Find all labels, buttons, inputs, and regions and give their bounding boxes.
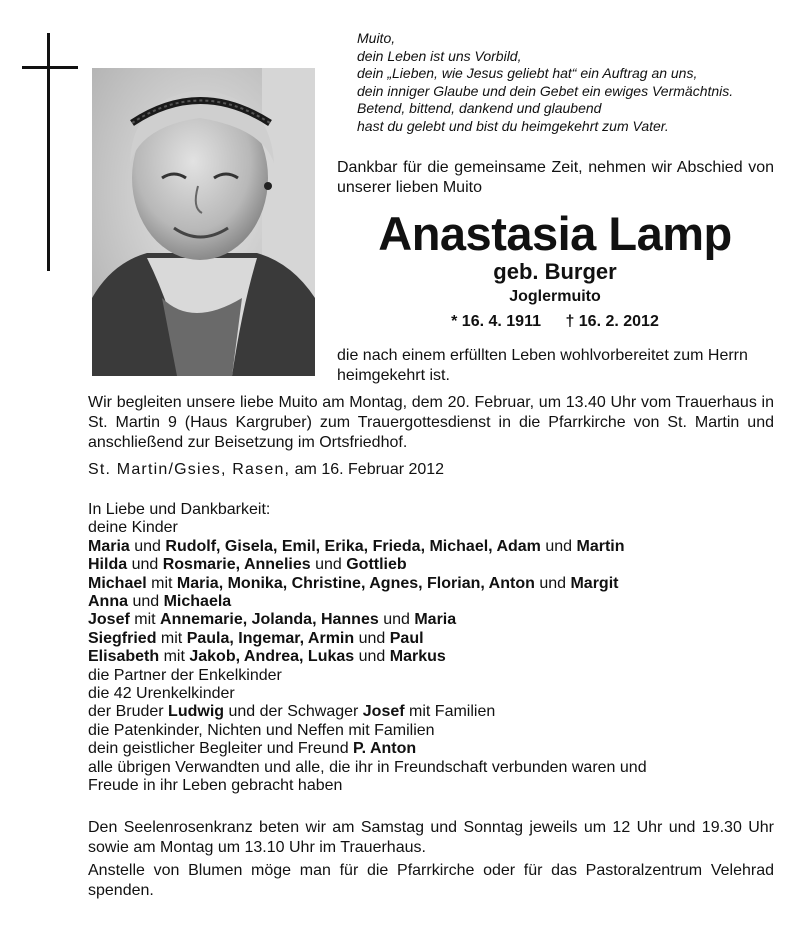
family-intro: In Liebe und Dankbarkeit: — [88, 501, 271, 518]
family-line: Freude in ihr Leben gebracht haben — [88, 777, 343, 795]
family-line: alle übrigen Verwandten und alle, die ihr in Freundschaft verbunden waren und — [88, 758, 647, 776]
poem-line: dein Leben ist uns Vorbild, — [357, 47, 522, 64]
place-date — [88, 460, 774, 480]
portrait-photo — [92, 68, 315, 376]
date: am 16. Februar 2012 — [294, 461, 445, 478]
poem-line: hast du gelebt und bist du heimgekehrt zum Vater. — [357, 117, 669, 134]
deceased-name: Anastasia Lamp — [378, 207, 732, 260]
family-line: Elisabeth mit Jakob, Andrea, Lukas und Markus — [88, 648, 446, 666]
maiden-name: geb. Burger — [493, 259, 617, 284]
family-line: der Bruder Ludwig und der Schwager Josef mit Familien — [88, 703, 496, 721]
poem-line: Betend, bittend, dankend und glaubend — [357, 100, 602, 116]
family-line: Hilda und Rosmarie, Annelies und Gottlieb — [88, 556, 407, 574]
poem-line: Muito, — [357, 30, 396, 46]
family-line: die 42 Urenkelkinder — [88, 685, 235, 703]
family-line: dein geistlicher Begleiter und Freund P. Anton — [88, 740, 417, 758]
family-list — [88, 501, 788, 796]
cross-icon-horizontal — [22, 66, 78, 69]
family-line: die Partner der Enkelkinder — [88, 666, 282, 684]
poem-line: dein inniger Glaube und dein Gebet ein ewiges Vermächtnis. — [357, 82, 734, 99]
family-line: Josef mit Annemarie, Jolanda, Hannes und Maria — [88, 611, 457, 629]
after-life-text: die nach einem erfüllten Leben wohlvorbereitet zum Herrn heimgekehrt ist. — [337, 347, 748, 384]
donation-text: Anstelle von Blumen möge man für die Pfarrkirche oder für das Pastoralzentrum Velehrad spenden. — [88, 862, 774, 899]
family-line: Maria und Rudolf, Gisela, Emil, Erika, Frieda, Michael, Adam und Martin — [88, 537, 625, 555]
birth-date: * 16. 4. 1911 — [451, 313, 541, 330]
place: St. Martin/Gsies, Rasen, — [88, 461, 291, 478]
poem-line: dein „Lieben, wie Jesus geliebt hat“ ein Auftrag an uns, — [357, 65, 698, 81]
nickname: Joglermuito — [509, 288, 601, 305]
funeral-text: Wir begleiten unsere liebe Muito am Montag, dem 20. Februar, um 13.40 Uhr vom Trauerhaus in St. Martin 9 (Haus Kargruber) zum Trauergottesdienst in die Pfarrkirche von St. Martin und anschließend zur Beisetzung im Ortsfriedhof. — [88, 394, 774, 451]
thanks-text: Dankbar für die gemeinsame Zeit, nehmen wir Abschied von unserer lieben Muito — [337, 159, 774, 196]
children-label: deine Kinder — [88, 519, 178, 537]
family-line: die Patenkinder, Nichten und Neffen mit Familien — [88, 721, 435, 739]
death-date: † 16. 2. 2012 — [565, 313, 659, 330]
family-line: Anna und Michaela — [88, 593, 232, 611]
life-dates — [330, 311, 780, 333]
family-line: Michael mit Maria, Monika, Christine, Agnes, Florian, Anton und Margit — [88, 574, 619, 592]
poem — [357, 30, 787, 135]
rosary-text: Den Seelenrosenkranz beten wir am Samstag und Sonntag jeweils um 12 Uhr und 19.30 Uhr sowie am Montag um 13.10 Uhr im Trauerhaus. — [88, 819, 774, 856]
family-line: Siegfried mit Paula, Ingemar, Armin und Paul — [88, 629, 424, 647]
